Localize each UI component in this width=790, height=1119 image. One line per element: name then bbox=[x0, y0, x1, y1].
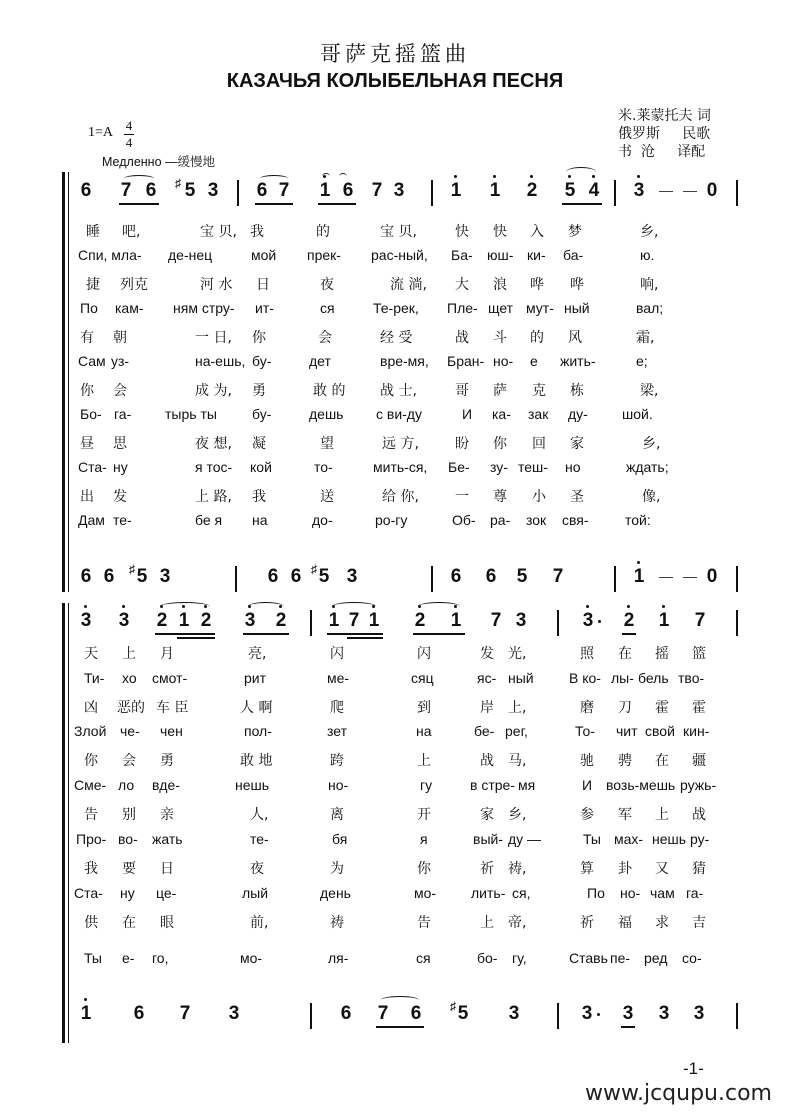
note: 6 bbox=[256, 180, 268, 201]
barline bbox=[310, 610, 312, 636]
note: 3 bbox=[159, 566, 171, 587]
title-russian: КАЗАЧЬЯ КОЛЫБЕЛЬНАЯ ПЕСНЯ bbox=[226, 70, 564, 92]
note: 1 bbox=[487, 180, 503, 202]
note: 6 bbox=[103, 566, 115, 587]
note: 1 bbox=[78, 1003, 94, 1025]
note: 7 bbox=[120, 180, 132, 201]
note: 6 bbox=[145, 180, 157, 201]
note: 2 bbox=[621, 610, 637, 632]
note: 6 bbox=[410, 1003, 422, 1024]
lyric-line: 有 朝 一 日, 你 会 经 受 战 斗 的 风 霜, bbox=[80, 330, 655, 346]
lyric-line: 告 别 亲 人, 离 开 家 乡, 参 军 上 战 bbox=[84, 807, 706, 823]
note: 1 bbox=[656, 610, 672, 632]
note: 6 bbox=[267, 566, 279, 587]
note: 6 bbox=[290, 566, 302, 587]
time-signature bbox=[124, 118, 134, 151]
note: 6 bbox=[80, 566, 92, 587]
note: 7 bbox=[490, 610, 502, 631]
note: 5 bbox=[516, 566, 528, 587]
note: 3 bbox=[515, 610, 527, 631]
note: 2 bbox=[524, 180, 540, 202]
note: 5 bbox=[318, 566, 330, 587]
lyric-line: 捷 列克 河 水 日 夜 流 淌, 大 浪 哗 哗 响, bbox=[86, 277, 659, 293]
note: 2 bbox=[154, 610, 170, 632]
barline bbox=[614, 180, 616, 206]
note: 7 bbox=[371, 180, 383, 201]
lyric-line: По кам- ням стру- ит- ся Те-рек, Пле- щет мут- ный вал; bbox=[80, 300, 664, 316]
augmentation-dot bbox=[597, 1013, 600, 1016]
note: 5 bbox=[136, 566, 148, 587]
lyric-line: 你 会 成 为, 勇 敢 的 战 士, 哥 萨 克 栋 梁, bbox=[80, 383, 659, 399]
note: 3 bbox=[207, 180, 219, 201]
note: 7 bbox=[278, 180, 290, 201]
barline bbox=[614, 566, 616, 592]
barline bbox=[557, 610, 559, 636]
note: 1 bbox=[448, 610, 464, 632]
note: 3 bbox=[693, 1003, 705, 1024]
note: 0 bbox=[706, 566, 718, 587]
lyric-line: Ста- ну я тос- кой то- мить-ся, Бе- зу- теш- но ждать; bbox=[78, 459, 669, 475]
time-signature-bottom: 4 bbox=[125, 135, 133, 150]
note: 6 bbox=[340, 1003, 352, 1024]
sustain-dash: — bbox=[683, 568, 697, 584]
note: 2 bbox=[198, 610, 214, 632]
credits bbox=[618, 107, 711, 161]
barline bbox=[310, 1003, 312, 1029]
note: 1 bbox=[176, 610, 192, 632]
note: 1 bbox=[317, 180, 333, 202]
key-signature: 1=A bbox=[88, 125, 114, 140]
tempo-marking: Медленно —缓慢地 bbox=[102, 155, 216, 169]
note: 6 bbox=[80, 180, 92, 201]
note: 7 bbox=[179, 1003, 191, 1024]
lyric-line: Бо- га- тырь ты бу- дешь с ви-ду И ка- зак ду- шой. bbox=[80, 406, 653, 422]
watermark: www.jcqupu.com bbox=[585, 1081, 772, 1106]
lyric-line: Сам уз- на-ешь, бу- дет вре-мя, Бран- но- е жить- е; bbox=[78, 353, 648, 369]
lyric-line: 睡 吧, 宝 贝, 我 的 宝 贝, 快 快 入 梦 乡, bbox=[86, 224, 659, 240]
note: 7 bbox=[377, 1003, 389, 1024]
barline bbox=[736, 566, 738, 592]
note: 3 bbox=[228, 1003, 240, 1024]
lyric-line: 我 要 日 夜 为 你 祈 祷, 算 卦 又 猜 bbox=[84, 861, 706, 877]
note: 2 bbox=[412, 610, 428, 632]
sustain-dash: — bbox=[659, 182, 673, 198]
note: 3 bbox=[393, 180, 405, 201]
note: 5 bbox=[184, 180, 196, 201]
sustain-dash: — bbox=[683, 182, 697, 198]
sustain-dash: — bbox=[659, 568, 673, 584]
lyric-line: 凶 恶的 车 臣 人 啊 爬 到 岸 上, 磨 刀 霍 霍 bbox=[84, 700, 706, 716]
lyric-line: 天 上 月 亮, 闪 闪 发 光, 照 在 摇 篮 bbox=[84, 646, 706, 662]
note: 3 bbox=[622, 1003, 634, 1024]
note: 3 bbox=[580, 610, 596, 632]
lyric-line: Дам те- бе я на до- ро-гу Об- ра- зок свя- той: bbox=[78, 512, 651, 528]
barline bbox=[235, 566, 237, 592]
note: 7 bbox=[348, 610, 360, 631]
note: 1 bbox=[631, 566, 647, 588]
system-bracket bbox=[62, 172, 69, 592]
barline bbox=[736, 1003, 738, 1029]
credit-translator: 书 沧 译配 bbox=[618, 144, 706, 160]
time-signature-top: 4 bbox=[125, 118, 133, 133]
lyric-line: Злой че- чен пол- зет на бе- рег, То- чит свой кин- bbox=[74, 723, 710, 739]
lyric-line: 供 在 眼 前, 祷 告 上 帝, 祈 福 求 吉 bbox=[84, 915, 706, 931]
lyric-line: Сме- ло вде- нешь но- гу в стре- мя И возь-мешь ружь- bbox=[74, 777, 717, 793]
lyric-line: Спи, мла- де-нец мой прек- рас-ный, Ба- юш- ки- ба- ю. bbox=[78, 247, 655, 263]
note: 2 bbox=[273, 610, 289, 632]
note: 7 bbox=[694, 610, 706, 631]
lyric-line: 你 会 勇 敢 地 跨 上 战 马, 驰 骋 在 疆 bbox=[84, 753, 706, 769]
lyric-line: Ты е- го, мо- ля- ся бо- гу, Ставь пе- ред со- bbox=[84, 950, 702, 966]
page-number: -1- bbox=[683, 1059, 704, 1078]
barline bbox=[736, 180, 738, 206]
augmentation-dot bbox=[598, 620, 601, 623]
note: 3 bbox=[346, 566, 358, 587]
note: 6 bbox=[450, 566, 462, 587]
barline bbox=[431, 566, 433, 592]
barline bbox=[736, 610, 738, 636]
note: 3 bbox=[242, 610, 258, 632]
barline bbox=[431, 180, 433, 206]
note: 7 bbox=[552, 566, 564, 587]
lyric-line: 昼 思 夜 想, 凝 望 远 方, 盼 你 回 家 乡, bbox=[80, 436, 661, 452]
note: 3 bbox=[631, 180, 647, 202]
note: 1 bbox=[366, 610, 382, 632]
note: 5 bbox=[457, 1003, 469, 1024]
system-bracket bbox=[62, 603, 69, 1043]
note: 1 bbox=[448, 180, 464, 202]
barline bbox=[557, 1003, 559, 1029]
note: 6 bbox=[342, 180, 354, 201]
note: 6 bbox=[133, 1003, 145, 1024]
note: 3 bbox=[581, 1003, 593, 1024]
note: 3 bbox=[78, 610, 94, 632]
note: 3 bbox=[116, 610, 132, 632]
title-chinese: 哥萨克摇篮曲 bbox=[320, 42, 470, 66]
lyric-line: Про- во- жать те- бя я вый- ду — Ты мах- нешь ру- bbox=[76, 831, 710, 847]
note: 5 bbox=[562, 180, 578, 202]
note: 1 bbox=[326, 610, 342, 632]
credit-origin: 俄罗斯 民歌 bbox=[618, 126, 711, 142]
note: 0 bbox=[706, 180, 718, 201]
lyric-line: Ти- хо смот- рит ме- сяц яс- ный В ко- лы- бель тво- bbox=[84, 670, 705, 686]
lyric-line: Ста- ну це- лый день мо- лить- ся, По но- чам га- bbox=[74, 885, 704, 901]
credit-lyricist: 米.莱蒙托夫 词 bbox=[618, 108, 711, 124]
lyric-line: 出 发 上 路, 我 送 给 你, 一 尊 小 圣 像, bbox=[80, 489, 661, 505]
note: 3 bbox=[658, 1003, 670, 1024]
note: 6 bbox=[485, 566, 497, 587]
barline bbox=[237, 180, 239, 206]
note: 4 bbox=[586, 180, 602, 202]
note: 3 bbox=[508, 1003, 520, 1024]
